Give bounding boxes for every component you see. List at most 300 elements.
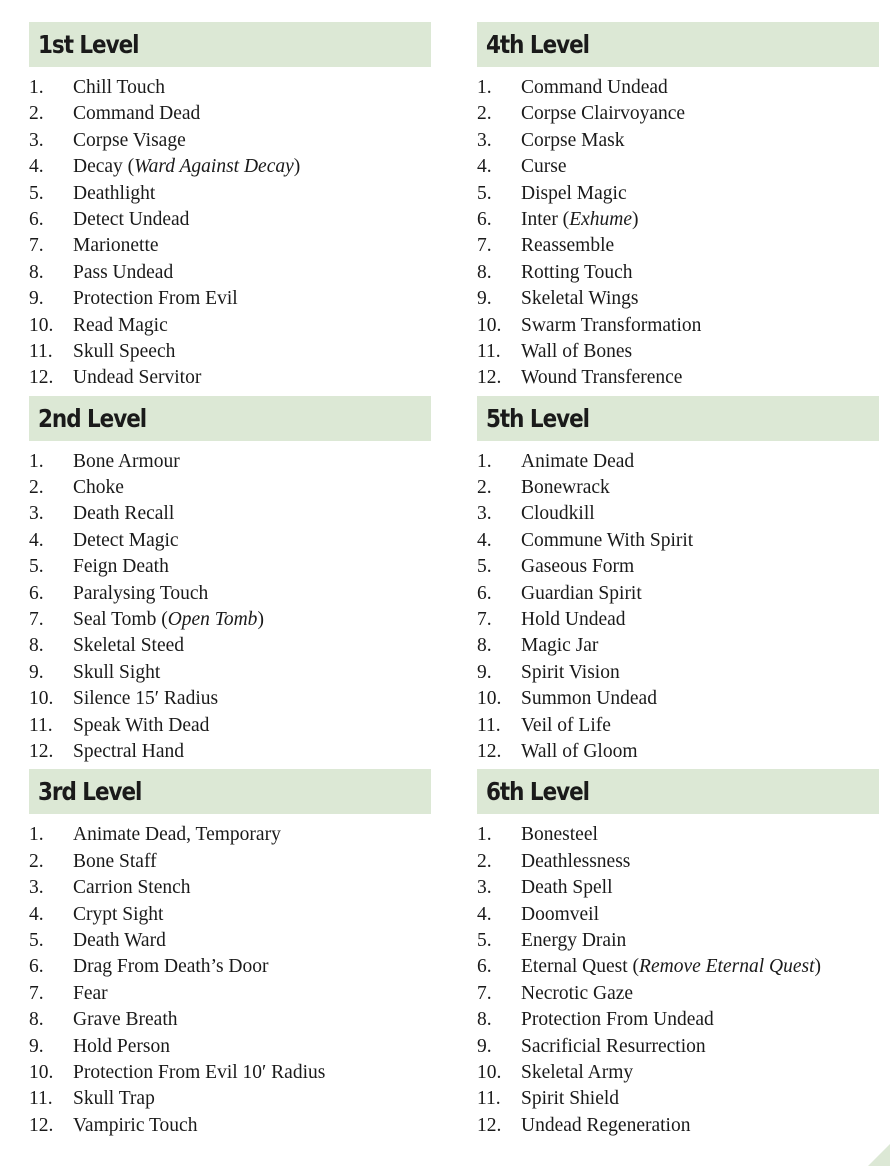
spell-name <box>521 1113 690 1139</box>
spell-item <box>29 875 431 901</box>
spell-item <box>477 475 879 501</box>
spell-item <box>29 1034 431 1060</box>
section-title: 6th Level <box>486 777 589 807</box>
spell-item <box>477 554 879 580</box>
spell-name <box>73 822 281 848</box>
spell-item <box>29 339 431 365</box>
spell-name <box>73 954 269 980</box>
reversed-spell-name: Open Tomb <box>167 609 258 631</box>
spell-name <box>521 1034 706 1060</box>
spell-item <box>29 260 431 286</box>
spell-name-text: Cloudkill <box>521 503 595 525</box>
spell-name <box>521 660 620 686</box>
spell-name-text: Veil of Life <box>521 714 611 736</box>
spell-name <box>521 75 668 101</box>
spell-name <box>73 1113 197 1139</box>
spell-name <box>73 128 186 154</box>
spell-name <box>73 501 174 527</box>
spell-number: 2. <box>29 477 44 499</box>
spell-name-text: Corpse Mask <box>521 129 625 151</box>
spell-name-text: Eternal Quest ( <box>521 956 640 978</box>
spell-name <box>73 981 108 1007</box>
spell-item <box>29 581 431 607</box>
spell-name <box>521 101 685 127</box>
spell-number: 1. <box>29 77 44 98</box>
spell-item <box>29 181 431 207</box>
spell-name-text: Guardian Spirit <box>521 582 642 604</box>
spell-number: 3. <box>477 877 492 899</box>
spell-name-text: Marionette <box>73 235 159 257</box>
spell-item <box>477 928 879 954</box>
spell-item <box>477 339 879 365</box>
spell-item <box>477 449 879 475</box>
spell-item <box>477 981 879 1007</box>
spell-name <box>521 1060 633 1086</box>
left-column <box>29 22 431 1143</box>
spell-number: 4. <box>477 903 492 925</box>
spell-number: 11. <box>29 340 53 362</box>
spell-name-text: Hold Undead <box>521 609 626 631</box>
spell-item <box>477 528 879 554</box>
spell-item <box>29 128 431 154</box>
spell-name-text: Wall of Bones <box>521 340 633 362</box>
spell-name <box>521 581 642 607</box>
spell-number: 7. <box>477 609 492 631</box>
spell-number: 9. <box>29 1035 44 1057</box>
spell-name-text: Chill Touch <box>73 77 165 98</box>
spell-item <box>477 207 879 233</box>
spell-name-text: Gaseous Form <box>521 556 635 578</box>
spell-name-text: Read Magic <box>73 314 168 336</box>
spell-number: 10. <box>477 314 502 336</box>
spell-name-text: Skull Sight <box>73 661 161 683</box>
spell-item <box>29 1007 431 1033</box>
spell-name <box>73 1060 325 1086</box>
spell-item <box>477 1113 879 1139</box>
spell-number: 4. <box>29 903 44 925</box>
spell-item <box>477 822 879 848</box>
spell-name-text: Protection From Undead <box>521 1009 714 1031</box>
spell-number: 7. <box>477 982 492 1004</box>
spell-item <box>29 822 431 848</box>
spell-number: 5. <box>477 929 492 951</box>
spell-item <box>477 181 879 207</box>
spell-name-text: Wound Transference <box>521 367 683 389</box>
section-title: 1st Level <box>38 30 139 59</box>
spell-item <box>477 365 879 391</box>
spell-item <box>29 981 431 1007</box>
spell-list <box>477 75 879 392</box>
spell-name-text: Bone Staff <box>73 850 157 872</box>
spell-name-text: Command Undead <box>521 77 668 98</box>
spell-name-text: Swarm Transformation <box>521 314 702 336</box>
spell-name <box>521 902 599 928</box>
spell-name <box>521 233 614 259</box>
spell-list <box>477 822 879 1139</box>
spell-name-text: Necrotic Gaze <box>521 982 634 1004</box>
spell-number: 8. <box>29 1009 44 1031</box>
spell-number: 7. <box>29 235 44 257</box>
spell-number: 11. <box>477 340 501 362</box>
spell-item <box>477 902 879 928</box>
spell-name-text: Commune With Spirit <box>521 529 694 551</box>
spell-name <box>73 260 173 286</box>
spell-number: 9. <box>29 288 44 310</box>
spell-name-text: Silence 15′ Radius <box>73 688 219 710</box>
spell-name-text: Vampiric Touch <box>73 1114 198 1136</box>
spell-name <box>521 607 626 633</box>
section-header <box>477 22 879 67</box>
section-header <box>29 769 431 814</box>
spell-name-text: Decay ( <box>73 156 135 178</box>
spell-item <box>477 849 879 875</box>
spell-item <box>477 1007 879 1033</box>
spell-name-text: Animate Dead <box>521 450 635 472</box>
spell-name <box>73 233 159 259</box>
spell-item <box>477 286 879 312</box>
spell-name <box>73 607 264 633</box>
spell-name-text: Dispel Magic <box>521 182 627 204</box>
spell-name <box>73 633 184 659</box>
spell-name-text: Corpse Clairvoyance <box>521 103 686 125</box>
spell-number: 11. <box>477 1088 501 1110</box>
spell-name <box>73 902 163 928</box>
spell-name-text: Death Recall <box>73 503 175 525</box>
spell-name-text: Deathlight <box>73 182 156 204</box>
spell-number: 2. <box>29 103 44 125</box>
spell-list <box>29 822 431 1139</box>
section-title: 2nd Level <box>38 403 147 433</box>
spell-list <box>29 75 431 392</box>
spell-number: 7. <box>477 235 492 257</box>
spell-number: 12. <box>477 740 502 762</box>
corner-decoration <box>868 1144 890 1166</box>
spell-number: 10. <box>29 314 54 336</box>
spell-item <box>29 554 431 580</box>
spell-name <box>73 528 179 554</box>
spell-number: 5. <box>477 556 492 578</box>
spell-name-text: Magic Jar <box>521 635 599 657</box>
section-header <box>477 396 879 441</box>
spell-name <box>73 1007 178 1033</box>
spell-item <box>29 501 431 527</box>
right-column <box>477 22 879 1143</box>
spell-item <box>477 1034 879 1060</box>
spell-name <box>73 660 160 686</box>
spell-item <box>29 528 431 554</box>
spell-number: 2. <box>477 477 492 499</box>
spell-number: 12. <box>29 740 54 762</box>
spell-item <box>477 313 879 339</box>
spell-name-text: Crypt Sight <box>73 903 164 925</box>
spell-item <box>477 739 879 765</box>
spell-name-text: Inter ( <box>521 208 570 230</box>
spell-number: 6. <box>29 208 44 230</box>
spell-number: 6. <box>29 956 44 978</box>
spell-number: 1. <box>477 824 492 846</box>
spell-name <box>521 875 613 901</box>
spell-name-text: Detect Undead <box>73 208 190 230</box>
spell-number: 4. <box>477 529 492 551</box>
spell-number: 12. <box>477 1114 502 1136</box>
spell-name-text: Skeletal Army <box>521 1061 634 1083</box>
spell-number: 2. <box>477 103 492 125</box>
spell-item <box>29 233 431 259</box>
spell-number: 7. <box>29 982 44 1004</box>
spell-number: 8. <box>477 261 492 283</box>
spell-name-text: Fear <box>73 982 108 1004</box>
spell-number: 1. <box>477 77 492 98</box>
reversed-spell-name: Remove Eternal Quest <box>639 956 815 978</box>
spell-item <box>29 154 431 180</box>
spell-item <box>477 260 879 286</box>
spell-item <box>29 1060 431 1086</box>
spell-level-section <box>29 769 431 1139</box>
spell-name <box>73 365 201 391</box>
spell-name <box>521 260 633 286</box>
spell-name <box>521 954 821 980</box>
spell-name-text: Skull Trap <box>73 1088 155 1110</box>
spell-name <box>521 154 567 180</box>
section-header <box>29 396 431 441</box>
spell-name <box>73 849 157 875</box>
spell-number: 6. <box>477 582 492 604</box>
spell-name-text: Carrion Stench <box>73 877 191 899</box>
spell-name <box>73 713 209 739</box>
closing-paren: ) <box>257 609 264 631</box>
spell-item <box>29 849 431 875</box>
spell-name <box>73 207 189 233</box>
spell-number: 5. <box>29 556 44 578</box>
spell-name <box>73 875 191 901</box>
section-title: 3rd Level <box>38 777 142 807</box>
spell-name-text: Detect Magic <box>73 529 179 551</box>
spell-item <box>477 1086 879 1112</box>
spell-name <box>73 581 208 607</box>
spell-number: 3. <box>477 129 492 151</box>
spell-level-section <box>477 22 879 392</box>
spell-name <box>521 739 638 765</box>
spell-name-text: Spirit Shield <box>521 1088 620 1110</box>
spell-name <box>521 207 639 233</box>
spell-number: 3. <box>477 503 492 525</box>
spell-name <box>521 501 595 527</box>
spell-name <box>521 528 693 554</box>
spell-name-text: Curse <box>521 156 567 178</box>
spell-name <box>73 554 169 580</box>
spell-name-text: Energy Drain <box>521 929 627 951</box>
spell-number: 5. <box>29 182 44 204</box>
section-header <box>29 22 431 67</box>
spell-number: 4. <box>29 156 44 178</box>
spell-name <box>521 286 638 312</box>
spell-name <box>521 849 630 875</box>
spell-list <box>29 449 431 766</box>
spell-name-text: Protection From Evil 10′ Radius <box>73 1061 326 1083</box>
spell-name <box>73 475 124 501</box>
spell-item <box>477 233 879 259</box>
spell-number: 6. <box>29 582 44 604</box>
spell-item <box>477 660 879 686</box>
reversed-spell-name: Exhume <box>569 208 632 230</box>
spell-number: 5. <box>477 182 492 204</box>
closing-paren: ) <box>814 956 821 978</box>
spell-number: 10. <box>477 688 502 710</box>
spell-name-text: Reassemble <box>521 235 615 257</box>
spell-number: 8. <box>29 635 44 657</box>
spell-number: 10. <box>477 1061 502 1083</box>
spell-name-text: Death Spell <box>521 877 613 899</box>
spell-name <box>73 686 218 712</box>
spell-name-text: Skeletal Wings <box>521 288 639 310</box>
spell-item <box>29 365 431 391</box>
spell-item <box>477 633 879 659</box>
spell-name-text: Paralysing Touch <box>73 582 209 604</box>
spell-number: 9. <box>477 661 492 683</box>
spell-number: 2. <box>477 850 492 872</box>
spell-name-text: Bonesteel <box>521 824 598 846</box>
spell-name <box>521 981 633 1007</box>
spell-item <box>477 154 879 180</box>
spell-name <box>73 928 166 954</box>
spell-name <box>521 1007 714 1033</box>
spell-item <box>477 581 879 607</box>
spell-name-text: Drag From Death’s Door <box>73 956 269 978</box>
spell-item <box>29 286 431 312</box>
spell-name <box>73 339 175 365</box>
spell-name <box>521 928 626 954</box>
section-header <box>477 769 879 814</box>
spell-number: 1. <box>29 450 44 472</box>
spell-name-text: Undead Servitor <box>73 367 202 389</box>
closing-paren: ) <box>632 208 639 230</box>
spell-name <box>521 365 682 391</box>
spell-number: 1. <box>477 450 492 472</box>
spell-name-text: Seal Tomb ( <box>73 609 168 631</box>
spell-item <box>29 954 431 980</box>
spell-name <box>521 339 632 365</box>
spell-name-text: Undead Regeneration <box>521 1114 691 1136</box>
closing-paren: ) <box>293 156 301 178</box>
spell-number: 4. <box>477 156 492 178</box>
spell-number: 2. <box>29 850 44 872</box>
spell-name-text: Sacrificial Resurrection <box>521 1035 706 1057</box>
spell-name-text: Deathlessness <box>521 850 631 872</box>
spell-name-text: Animate Dead, Temporary <box>73 824 281 846</box>
spell-name <box>73 154 300 180</box>
spell-name-text: Death Ward <box>73 929 166 951</box>
spell-number: 11. <box>29 1088 53 1110</box>
spell-name <box>521 633 598 659</box>
spell-item <box>477 101 879 127</box>
spell-number: 6. <box>477 208 492 230</box>
spell-item <box>29 607 431 633</box>
spell-item <box>477 686 879 712</box>
spell-number: 9. <box>477 1035 492 1057</box>
spell-name-text: Protection From Evil <box>73 288 238 310</box>
spell-name <box>521 686 657 712</box>
spell-number: 10. <box>29 1061 54 1083</box>
spell-number: 9. <box>477 288 492 310</box>
spell-number: 6. <box>477 956 492 978</box>
spell-item <box>29 313 431 339</box>
spell-name <box>73 181 155 207</box>
spell-name-text: Spirit Vision <box>521 661 620 683</box>
spell-name-text: Speak With Dead <box>73 714 210 736</box>
spell-name <box>521 449 634 475</box>
spell-item <box>29 1086 431 1112</box>
spell-level-section <box>29 22 431 392</box>
spell-item <box>29 902 431 928</box>
spell-name <box>73 75 165 101</box>
spell-item <box>477 607 879 633</box>
spell-name-text: Skeletal Steed <box>73 635 185 657</box>
spell-number: 4. <box>29 529 44 551</box>
spell-name <box>521 475 610 501</box>
spell-number: 3. <box>29 129 44 151</box>
spell-name <box>73 1034 170 1060</box>
spell-name-text: Command Dead <box>73 103 201 125</box>
spell-number: 3. <box>29 503 44 525</box>
spell-number: 11. <box>477 714 501 736</box>
spell-name-text: Spectral Hand <box>73 740 185 762</box>
spell-number: 8. <box>29 261 44 283</box>
spell-item <box>29 101 431 127</box>
spell-number: 8. <box>477 635 492 657</box>
spell-name <box>521 1086 619 1112</box>
spell-name-text: Pass Undead <box>73 261 174 283</box>
spell-name <box>521 181 627 207</box>
spell-name-text: Wall of Gloom <box>521 740 638 762</box>
spell-number: 12. <box>29 367 54 389</box>
spell-name <box>73 1086 155 1112</box>
spell-number: 9. <box>29 661 44 683</box>
spell-name-text: Choke <box>73 477 124 499</box>
spell-item <box>477 501 879 527</box>
spell-name-text: Summon Undead <box>521 688 657 710</box>
spell-level-section <box>29 396 431 766</box>
spell-item <box>477 875 879 901</box>
spell-item <box>477 75 879 101</box>
spell-item <box>477 1060 879 1086</box>
spell-name <box>521 713 611 739</box>
spell-name <box>73 449 180 475</box>
spell-name-text: Corpse Visage <box>73 129 186 151</box>
spell-item <box>29 739 431 765</box>
section-title: 5th Level <box>486 403 589 433</box>
spell-name <box>521 554 634 580</box>
spell-name <box>73 286 238 312</box>
spell-number: 12. <box>29 1114 54 1136</box>
spell-name <box>521 128 624 154</box>
spell-number: 3. <box>29 877 44 899</box>
spell-item <box>29 686 431 712</box>
spell-level-section <box>477 396 879 766</box>
spell-number: 11. <box>29 714 53 736</box>
spell-item <box>477 954 879 980</box>
spell-name-text: Feign Death <box>73 556 169 578</box>
spell-item <box>29 928 431 954</box>
section-title: 4th Level <box>486 30 589 59</box>
spell-number: 12. <box>477 367 502 389</box>
spell-name-text: Skull Speech <box>73 340 176 362</box>
spell-item <box>29 449 431 475</box>
spell-item <box>29 713 431 739</box>
spell-list <box>477 449 879 766</box>
spell-name-text: Hold Person <box>73 1035 170 1057</box>
spell-item <box>29 207 431 233</box>
spell-number: 1. <box>29 824 44 846</box>
